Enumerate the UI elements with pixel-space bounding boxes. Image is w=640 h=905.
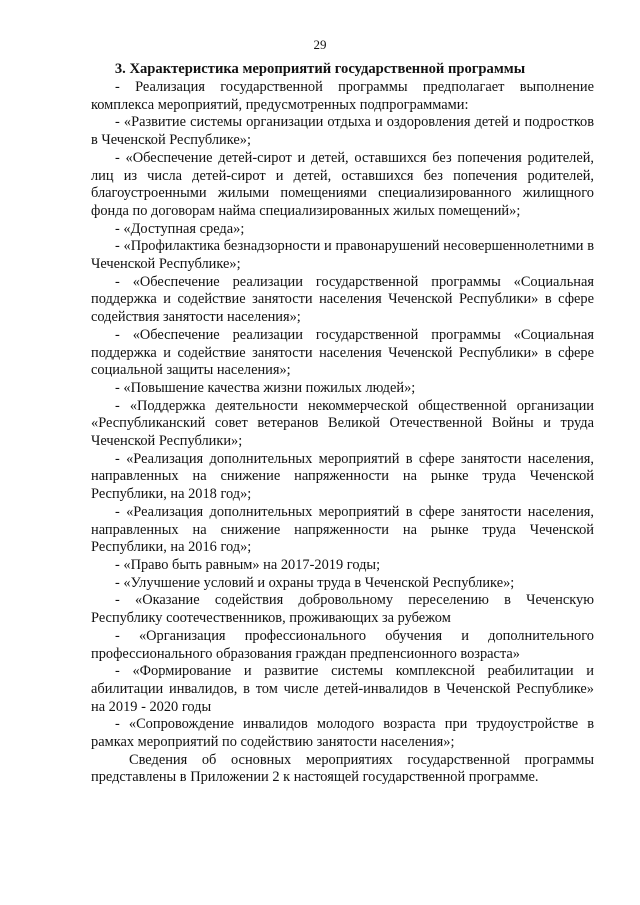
page-number: 29 [313, 37, 327, 52]
list-item: - «Сопровождение инвалидов молодого возраста при трудоустройстве в рамках мероприятий по содействию занятости населения»; [91, 716, 594, 751]
list-item: - «Обеспечение реализации государственной программы «Социальная поддержка и содействие занятости населения Чеченской Республики» в сфере содействия занятости населения»; [91, 273, 594, 326]
list-item: - «Повышение качества жизни пожилых людей»; [115, 379, 416, 396]
list-item: - «Развитие системы организации отдыха и оздоровления детей и подростков в Чеченской Республике»; [91, 114, 594, 149]
list-item: - «Профилактика безнадзорности и правонарушений несовершеннолетними в Чеченской Республике»; [91, 238, 594, 273]
list-item: - «Обеспечение реализации государственной программы «Социальная поддержка и содействие занятости населения Чеченской Республики» в сфере социальной защиты населения»; [91, 326, 594, 379]
list-item: - «Реализация дополнительных мероприятий в сфере занятости населения, направленных на снижение напряженности на рынке труда Чеченской Республики, на 2016 год»; [91, 503, 594, 556]
section-heading: 3. Характеристика мероприятий государственной программы [114, 61, 526, 77]
paragraph-closing: Сведения об основных мероприятиях государственной программы представлены в Приложении 2 к настоящей государственной программе. [91, 751, 594, 786]
list-item: - «Обеспечение детей-сирот и детей, оставшихся без попечения родителей, лиц из числа детей-сирот и детей, оставшихся без попечения родителей, благоустроенными жилыми помещениями специализированного жилищного фонда по договорам найма специализированных жилых помещений»; [91, 149, 594, 219]
list-item: - «Формирование и развитие системы комплексной реабилитации и абилитации инвалидов, в том числе детей-инвалидов в Чеченской Республике» на 2019 - 2020 годы [91, 663, 594, 715]
list-item: - «Поддержка деятельности некоммерческой общественной организации «Республиканский совет ветеранов Великой Отечественной Войны и труда Чеченской Республики»; [91, 397, 594, 450]
list-item: - «Доступная среда»; [115, 220, 245, 237]
list-item: - «Улучшение условий и охраны труда в Чеченской Республике»; [115, 574, 515, 591]
list-item: - «Реализация дополнительных мероприятий в сфере занятости населения, направленных на снижение напряженности на рынке труда Чеченской Республики, на 2018 год»; [91, 450, 594, 503]
section-body [91, 79, 594, 787]
list-item: - «Оказание содействия добровольному переселению в Чеченскую Республику соотечественников, проживающих за рубежом [91, 592, 594, 627]
paragraph-intro: - Реализация государственной программы предполагает выполнение комплекса мероприятий, предусмотренных подпрограммами: [91, 79, 594, 113]
list-item: - «Право быть равным» на 2017-2019 годы; [115, 556, 381, 573]
list-item: - «Организация профессионального обучения и дополнительного профессионального образования граждан предпенсионного возраста» [91, 627, 594, 662]
